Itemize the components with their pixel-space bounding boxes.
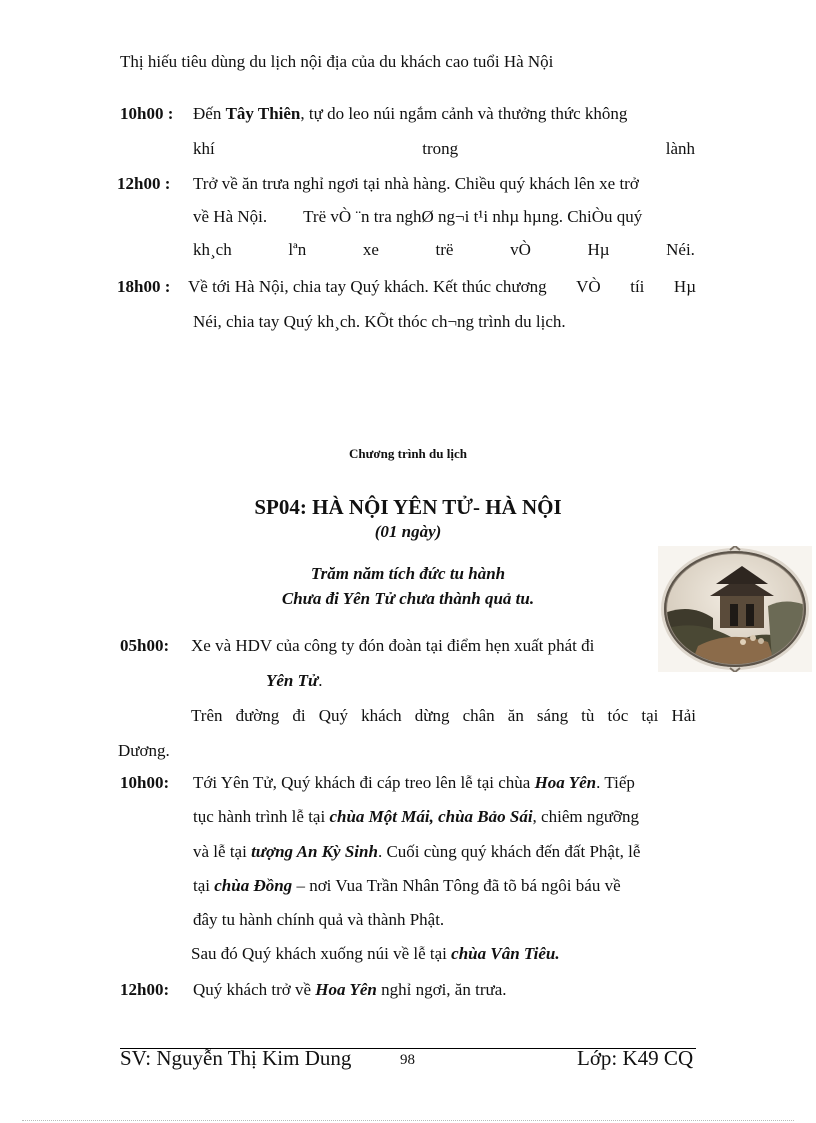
schedule-text: kh¸ch lªn xe trë vÒ Hµ Néi. bbox=[193, 240, 695, 259]
time-label: 18h00 : bbox=[117, 277, 171, 296]
schedule-text: Đến Tây Thiên, tự do leo núi ngắm cảnh và thưởng thức không bbox=[193, 104, 628, 123]
schedule-text: Tới Yên Tử, Quý khách đi cáp treo lên lễ tại chùa Hoa Yên. Tiếp bbox=[193, 773, 635, 792]
page-header: Thị hiếu tiêu dùng du lịch nội địa của du khách cao tuổi Hà Nội bbox=[120, 52, 554, 71]
page-number: 98 bbox=[400, 1052, 415, 1068]
pagoda-illustration bbox=[658, 546, 812, 672]
verse-line-2: Chưa đi Yên Tử chưa thành quả tu. bbox=[281, 589, 535, 608]
schedule-text: Quý khách trở về Hoa Yên nghỉ ngơi, ăn trưa. bbox=[193, 980, 507, 999]
schedule-text: về Hà Nội. Trë vÒ ¨n tra nghØ ng¬i t¹i nhµ hµng. ChiÒu quý bbox=[193, 207, 643, 226]
program-label: Chương trình du lịch bbox=[349, 446, 467, 461]
program-duration: (01 ngày) bbox=[374, 522, 442, 541]
schedule-text: tục hành trình lễ tại chùa Một Mái, chùa Bảo Sái, chiêm ngưỡng bbox=[193, 807, 640, 826]
footer-class: Lớp: K49 CQ bbox=[577, 1046, 694, 1070]
schedule-text: Dương. bbox=[118, 741, 170, 760]
schedule-text: Yên Tử. bbox=[266, 671, 323, 690]
schedule-text: Xe và HDV của công ty đón đoàn tại điểm hẹn xuất phát đi bbox=[191, 636, 595, 655]
schedule-text: Về tới Hà Nội, chia tay Quý khách. Kết thúc chương VÒ tíi Hµ bbox=[188, 277, 696, 296]
schedule-text: và lễ tại tượng An Kỳ Sinh. Cuối cùng quý khách đến đất Phật, lễ bbox=[193, 842, 641, 861]
time-label: 12h00: bbox=[120, 980, 170, 999]
schedule-text: tại chùa Đồng – nơi Vua Trần Nhân Tông đã tõ bá ngôi báu về bbox=[193, 876, 621, 895]
page-bottom-border bbox=[22, 1120, 794, 1121]
schedule-text: đây tu hành chính quả và thành Phật. bbox=[193, 910, 445, 929]
time-label: 05h00: bbox=[120, 636, 170, 655]
schedule-text: khí trong lành bbox=[193, 139, 695, 158]
schedule-text: Sau đó Quý khách xuống núi về lễ tại chùa Vân Tiêu. bbox=[191, 944, 560, 963]
schedule-text: Néi, chia tay Quý kh¸ch. KÕt thóc ch¬ng trình du lịch. bbox=[193, 312, 566, 331]
schedule-text: Trên đường đi Quý khách dừng chân ăn sáng tù tóc tại Hải bbox=[191, 706, 696, 725]
verse-line-1: Trăm năm tích đức tu hành bbox=[310, 564, 506, 583]
time-label: 10h00 : bbox=[120, 104, 174, 123]
schedule-text: Trở về ăn trưa nghỉ ngơi tại nhà hàng. Chiều quý khách lên xe trở bbox=[193, 174, 639, 193]
time-label: 12h00 : bbox=[117, 174, 171, 193]
program-title: SP04: HÀ NỘI YÊN TỬ- HÀ NỘI bbox=[254, 495, 562, 519]
footer-student: SV: Nguyễn Thị Kim Dung bbox=[120, 1046, 352, 1070]
time-label: 10h00: bbox=[120, 773, 170, 792]
